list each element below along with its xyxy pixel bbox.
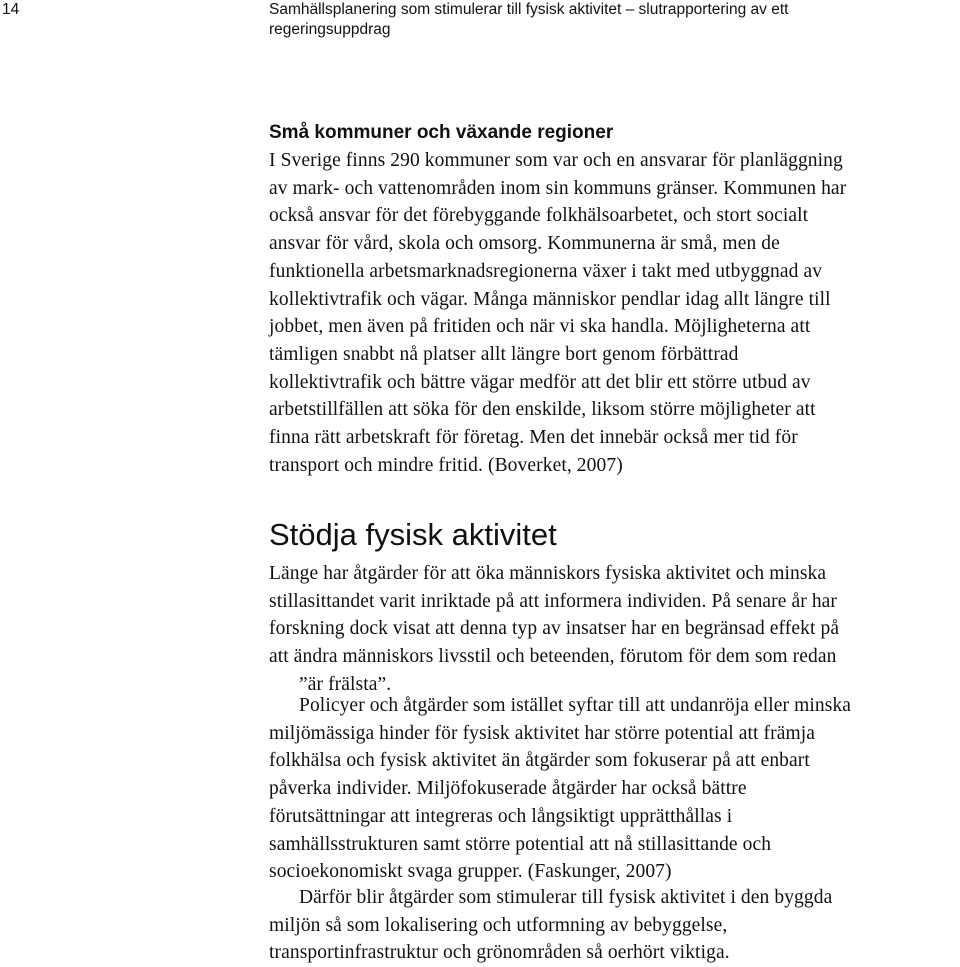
section-heading-physical-activity: Stödja fysisk aktivitet — [269, 517, 557, 552]
text-line: transport och mindre fritid. (Boverket, 2007) — [269, 454, 623, 476]
text-line: folkhälsa och fysisk aktivitet än åtgärder som fokuserar på att enbart — [269, 750, 810, 772]
text-line: påverka individer. Miljöfokuserade åtgärder har också bättre — [269, 778, 747, 800]
page-header — [0, 0, 960, 40]
text-line: kollektivtrafik och bättre vägar medför att det blir ett större utbud av — [269, 371, 811, 393]
running-title — [269, 0, 788, 40]
paragraph-small-municipalities — [269, 147, 846, 479]
page-number: 14 — [2, 1, 20, 18]
text-line: miljömässiga hinder för fysisk aktivitet har större potential att främja — [269, 722, 816, 744]
text-line: kollektivtrafik och vägar. Många människor pendlar idag allt längre till — [269, 288, 831, 310]
running-title-line: Samhällsplanering som stimulerar till fysisk aktivitet – slutrapportering av ett — [269, 1, 789, 18]
running-title-line: regeringsuppdrag — [269, 21, 391, 38]
text-line: funktionella arbetsmarknadsregionerna växer i takt med utbyggnad av — [269, 260, 823, 282]
paragraph-physical-activity-2 — [269, 692, 851, 886]
text-line: ”är frälsta”. — [299, 673, 392, 695]
text-line: miljön så som lokalisering och utformning av bebyggelse, — [269, 914, 728, 936]
text-line: socioekonomiskt svaga grupper. (Faskunger, 2007) — [269, 861, 672, 883]
text-line: Policyer och åtgärder som istället syftar till att undanröja eller minska — [299, 695, 852, 716]
text-line: transportinfrastruktur och grönområden så oerhört viktiga. — [269, 942, 730, 964]
paragraph-physical-activity-3 — [269, 884, 832, 967]
text-line: I Sverige finns 290 kommuner som var och en ansvarar för planläggning — [269, 150, 843, 171]
section-heading-small-municipalities: Små kommuner och växande regioner — [269, 122, 614, 143]
text-line: Därför blir åtgärder som stimulerar till fysisk aktivitet i den byggda — [299, 887, 833, 908]
text-line: ansvar för vård, skola och omsorg. Kommunerna är små, men de — [269, 233, 780, 255]
text-line: att ändra människors livsstil och beteenden, förutom för dem som redan — [269, 646, 837, 668]
text-line: också ansvar för det förebyggande folkhälsoarbetet, och stort socialt — [269, 205, 809, 227]
text-line: förutsättningar att integreras och långsiktigt upprätthållas i — [269, 805, 733, 827]
text-line: jobbet, men även på fritiden och när vi ska handla. Möjligheterna att — [269, 316, 811, 338]
text-line: Länge har åtgärder för att öka människors fysiska aktivitet och minska — [269, 563, 827, 584]
text-line: finna rätt arbetskraft för företag. Men det innebär också mer tid för — [269, 427, 798, 449]
paragraph-physical-activity-1 — [269, 560, 839, 699]
text-line: arbetstillfällen att söka för den enskilde, liksom större möjligheter att — [269, 399, 816, 421]
text-line: stillasittandet varit inriktade på att informera individen. På senare år har — [269, 590, 838, 612]
text-line: forskning dock visat att denna typ av insatser har en begränsad effekt på — [269, 618, 840, 640]
text-line: samhällsstrukturen samt större potential att nå stillasittande och — [269, 833, 772, 855]
text-line: tämligen snabbt nå platser allt längre bort genom förbättrad — [269, 343, 739, 365]
text-line: av mark- och vattenområden inom sin kommuns gränser. Kommunen har — [269, 177, 847, 199]
